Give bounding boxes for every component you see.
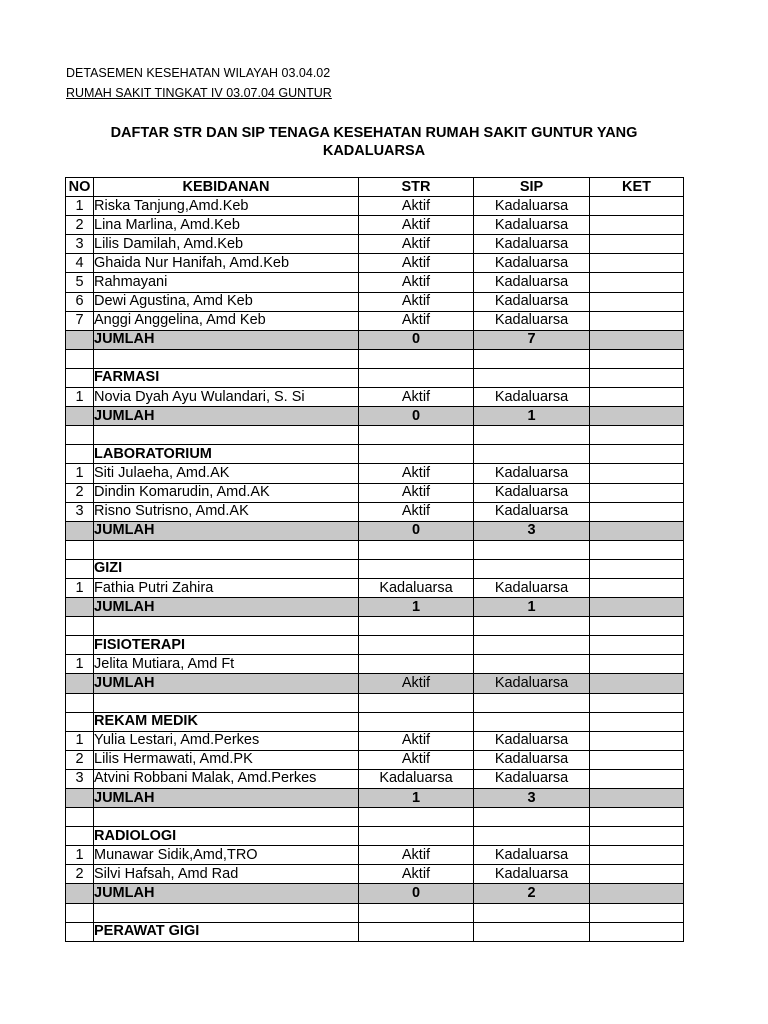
row-str-status xyxy=(359,808,474,827)
row-ket xyxy=(590,521,684,540)
row-number xyxy=(66,693,94,712)
row-name: GIZI xyxy=(94,559,359,578)
total-row xyxy=(66,330,684,349)
row-sip-status xyxy=(474,349,590,368)
row-name: LABORATORIUM xyxy=(94,445,359,464)
row-ket xyxy=(590,674,684,693)
row-str-status: 0 xyxy=(359,884,474,903)
row-name: REKAM MEDIK xyxy=(94,712,359,731)
row-str-status xyxy=(359,636,474,655)
row-ket xyxy=(590,483,684,502)
row-ket xyxy=(590,655,684,674)
table-row xyxy=(66,216,684,235)
row-name: Rahmayani xyxy=(94,273,359,292)
row-name: Novia Dyah Ayu Wulandari, S. Si xyxy=(94,388,359,407)
row-str-status xyxy=(359,903,474,922)
row-ket xyxy=(590,426,684,445)
row-sip-status: Kadaluarsa xyxy=(474,502,590,521)
table-row xyxy=(66,464,684,483)
row-sip-status xyxy=(474,922,590,941)
row-sip-status: Kadaluarsa xyxy=(474,464,590,483)
table-row xyxy=(66,311,684,330)
total-row xyxy=(66,598,684,617)
row-name: Ghaida Nur Hanifah, Amd.Keb xyxy=(94,254,359,273)
row-number: 7 xyxy=(66,311,94,330)
row-sip-status xyxy=(474,827,590,846)
row-sip-status: Kadaluarsa xyxy=(474,750,590,769)
row-number xyxy=(66,407,94,426)
row-sip-status: 1 xyxy=(474,407,590,426)
table-row xyxy=(66,655,684,674)
row-sip-status: Kadaluarsa xyxy=(474,311,590,330)
row-name: Lilis Hermawati, Amd.PK xyxy=(94,750,359,769)
row-sip-status: Kadaluarsa xyxy=(474,235,590,254)
blank-row xyxy=(66,540,684,559)
row-str-status: 0 xyxy=(359,521,474,540)
row-number: 3 xyxy=(66,502,94,521)
org-line-2: RUMAH SAKIT TINGKAT IV 03.07.04 GUNTUR xyxy=(66,86,332,100)
row-ket xyxy=(590,445,684,464)
header-no: NO xyxy=(66,178,94,197)
row-sip-status xyxy=(474,903,590,922)
table-row xyxy=(66,846,684,865)
row-ket xyxy=(590,273,684,292)
row-str-status xyxy=(359,426,474,445)
table-row xyxy=(66,273,684,292)
row-sip-status xyxy=(474,712,590,731)
row-number xyxy=(66,922,94,941)
row-ket xyxy=(590,750,684,769)
row-sip-status xyxy=(474,368,590,387)
row-number: 1 xyxy=(66,655,94,674)
row-str-status: 0 xyxy=(359,407,474,426)
total-row xyxy=(66,521,684,540)
row-name xyxy=(94,693,359,712)
row-name: Silvi Hafsah, Amd Rad xyxy=(94,865,359,884)
row-str-status: Aktif xyxy=(359,292,474,311)
row-str-status: 1 xyxy=(359,598,474,617)
row-name: JUMLAH xyxy=(94,407,359,426)
row-name xyxy=(94,903,359,922)
table-header-row xyxy=(66,178,684,197)
row-str-status: Aktif xyxy=(359,197,474,216)
section-row xyxy=(66,368,684,387)
row-ket xyxy=(590,349,684,368)
row-name: Munawar Sidik,Amd,TRO xyxy=(94,846,359,865)
section-row xyxy=(66,445,684,464)
row-number xyxy=(66,445,94,464)
row-ket xyxy=(590,769,684,788)
row-ket xyxy=(590,712,684,731)
row-ket xyxy=(590,292,684,311)
row-ket xyxy=(590,598,684,617)
row-ket xyxy=(590,368,684,387)
blank-row xyxy=(66,808,684,827)
row-number: 1 xyxy=(66,464,94,483)
row-ket xyxy=(590,197,684,216)
row-sip-status: Kadaluarsa xyxy=(474,731,590,750)
row-ket xyxy=(590,330,684,349)
row-sip-status xyxy=(474,559,590,578)
table-row xyxy=(66,502,684,521)
row-name: JUMLAH xyxy=(94,330,359,349)
row-name: Jelita Mutiara, Amd Ft xyxy=(94,655,359,674)
row-name xyxy=(94,426,359,445)
section-row xyxy=(66,636,684,655)
row-sip-status xyxy=(474,617,590,636)
row-number xyxy=(66,712,94,731)
row-sip-status: Kadaluarsa xyxy=(474,273,590,292)
row-sip-status xyxy=(474,808,590,827)
row-str-status xyxy=(359,827,474,846)
row-number: 6 xyxy=(66,292,94,311)
row-ket xyxy=(590,464,684,483)
row-number: 5 xyxy=(66,273,94,292)
row-number xyxy=(66,540,94,559)
row-number: 2 xyxy=(66,865,94,884)
org-line-1: DETASEMEN KESEHATAN WILAYAH 03.04.02 xyxy=(66,66,331,80)
table-row xyxy=(66,750,684,769)
row-str-status: Aktif xyxy=(359,674,474,693)
table-row xyxy=(66,254,684,273)
row-name: Lilis Damilah, Amd.Keb xyxy=(94,235,359,254)
row-sip-status: Kadaluarsa xyxy=(474,388,590,407)
row-name: JUMLAH xyxy=(94,884,359,903)
row-str-status: Aktif xyxy=(359,388,474,407)
total-row xyxy=(66,789,684,808)
row-sip-status xyxy=(474,426,590,445)
row-name: Siti Julaeha, Amd.AK xyxy=(94,464,359,483)
row-number: 2 xyxy=(66,750,94,769)
row-number: 2 xyxy=(66,216,94,235)
row-number xyxy=(66,827,94,846)
row-ket xyxy=(590,578,684,597)
row-ket xyxy=(590,903,684,922)
header-name: KEBIDANAN xyxy=(94,178,359,197)
row-ket xyxy=(590,922,684,941)
row-ket xyxy=(590,311,684,330)
header-sip: SIP xyxy=(474,178,590,197)
row-name: Riska Tanjung,Amd.Keb xyxy=(94,197,359,216)
row-number: 1 xyxy=(66,731,94,750)
title-line-1: DAFTAR STR DAN SIP TENAGA KESEHATAN RUMAH SAKIT GUNTUR YANG xyxy=(110,125,638,141)
row-name: Dewi Agustina, Amd Keb xyxy=(94,292,359,311)
total-row xyxy=(66,674,684,693)
row-sip-status xyxy=(474,445,590,464)
table-row xyxy=(66,578,684,597)
row-number xyxy=(66,368,94,387)
row-number: 2 xyxy=(66,483,94,502)
section-row xyxy=(66,922,684,941)
blank-row xyxy=(66,693,684,712)
row-str-status xyxy=(359,559,474,578)
row-sip-status xyxy=(474,636,590,655)
row-ket xyxy=(590,865,684,884)
row-str-status: Aktif xyxy=(359,254,474,273)
row-ket xyxy=(590,559,684,578)
row-name: RADIOLOGI xyxy=(94,827,359,846)
row-str-status: Aktif xyxy=(359,273,474,292)
row-ket xyxy=(590,235,684,254)
row-name: Risno Sutrisno, Amd.AK xyxy=(94,502,359,521)
row-ket xyxy=(590,693,684,712)
row-sip-status xyxy=(474,693,590,712)
blank-row xyxy=(66,903,684,922)
row-str-status xyxy=(359,922,474,941)
row-sip-status: 3 xyxy=(474,521,590,540)
row-sip-status xyxy=(474,655,590,674)
row-number xyxy=(66,789,94,808)
row-str-status: Aktif xyxy=(359,464,474,483)
row-name xyxy=(94,540,359,559)
document-title xyxy=(66,124,682,160)
row-ket xyxy=(590,808,684,827)
row-number xyxy=(66,349,94,368)
row-name: PERAWAT GIGI xyxy=(94,922,359,941)
row-ket xyxy=(590,502,684,521)
row-number xyxy=(66,426,94,445)
row-str-status: Aktif xyxy=(359,311,474,330)
row-ket xyxy=(590,617,684,636)
table-row xyxy=(66,483,684,502)
row-number xyxy=(66,808,94,827)
row-number xyxy=(66,674,94,693)
table-row xyxy=(66,769,684,788)
row-str-status: Aktif xyxy=(359,502,474,521)
row-sip-status: Kadaluarsa xyxy=(474,865,590,884)
row-sip-status: Kadaluarsa xyxy=(474,197,590,216)
row-name xyxy=(94,349,359,368)
row-ket xyxy=(590,254,684,273)
row-str-status xyxy=(359,617,474,636)
row-sip-status: Kadaluarsa xyxy=(474,846,590,865)
row-number: 1 xyxy=(66,197,94,216)
row-str-status: Aktif xyxy=(359,235,474,254)
total-row xyxy=(66,407,684,426)
blank-row xyxy=(66,426,684,445)
row-number xyxy=(66,521,94,540)
row-number xyxy=(66,330,94,349)
row-number: 3 xyxy=(66,235,94,254)
row-str-status: Aktif xyxy=(359,865,474,884)
row-sip-status: Kadaluarsa xyxy=(474,254,590,273)
row-name: FISIOTERAPI xyxy=(94,636,359,655)
row-number: 4 xyxy=(66,254,94,273)
row-name: FARMASI xyxy=(94,368,359,387)
row-name: Fathia Putri Zahira xyxy=(94,578,359,597)
row-sip-status: Kadaluarsa xyxy=(474,674,590,693)
row-number: 1 xyxy=(66,578,94,597)
row-sip-status xyxy=(474,540,590,559)
str-sip-table xyxy=(65,177,684,942)
table-row xyxy=(66,731,684,750)
blank-row xyxy=(66,617,684,636)
row-str-status: Aktif xyxy=(359,483,474,502)
row-str-status xyxy=(359,349,474,368)
blank-row xyxy=(66,349,684,368)
row-number: 1 xyxy=(66,846,94,865)
row-str-status: Aktif xyxy=(359,750,474,769)
row-str-status: Aktif xyxy=(359,731,474,750)
row-str-status xyxy=(359,540,474,559)
row-str-status: Aktif xyxy=(359,846,474,865)
row-ket xyxy=(590,731,684,750)
table-row xyxy=(66,235,684,254)
row-str-status xyxy=(359,655,474,674)
row-name: Dindin Komarudin, Amd.AK xyxy=(94,483,359,502)
row-ket xyxy=(590,407,684,426)
row-sip-status: 7 xyxy=(474,330,590,349)
header-ket: KET xyxy=(590,178,684,197)
table-body xyxy=(66,197,684,942)
row-name: JUMLAH xyxy=(94,598,359,617)
row-str-status: Kadaluarsa xyxy=(359,578,474,597)
row-sip-status: Kadaluarsa xyxy=(474,769,590,788)
row-str-status xyxy=(359,693,474,712)
row-name xyxy=(94,808,359,827)
row-ket xyxy=(590,216,684,235)
table-row xyxy=(66,197,684,216)
section-row xyxy=(66,827,684,846)
row-number xyxy=(66,598,94,617)
row-sip-status: Kadaluarsa xyxy=(474,292,590,311)
row-ket xyxy=(590,789,684,808)
row-number xyxy=(66,903,94,922)
row-sip-status: 2 xyxy=(474,884,590,903)
row-name xyxy=(94,617,359,636)
table-row xyxy=(66,865,684,884)
row-ket xyxy=(590,846,684,865)
table-row xyxy=(66,388,684,407)
row-ket xyxy=(590,827,684,846)
row-str-status: Kadaluarsa xyxy=(359,769,474,788)
row-str-status xyxy=(359,445,474,464)
row-ket xyxy=(590,884,684,903)
row-number xyxy=(66,884,94,903)
row-str-status: 1 xyxy=(359,789,474,808)
row-number xyxy=(66,636,94,655)
row-ket xyxy=(590,388,684,407)
row-name: JUMLAH xyxy=(94,674,359,693)
header-str: STR xyxy=(359,178,474,197)
row-sip-status: Kadaluarsa xyxy=(474,578,590,597)
row-name: Anggi Anggelina, Amd Keb xyxy=(94,311,359,330)
section-row xyxy=(66,559,684,578)
row-sip-status: Kadaluarsa xyxy=(474,483,590,502)
row-sip-status: 3 xyxy=(474,789,590,808)
row-number: 3 xyxy=(66,769,94,788)
row-name: Lina Marlina, Amd.Keb xyxy=(94,216,359,235)
row-ket xyxy=(590,540,684,559)
row-sip-status: Kadaluarsa xyxy=(474,216,590,235)
table-row xyxy=(66,292,684,311)
row-name: JUMLAH xyxy=(94,521,359,540)
row-str-status: 0 xyxy=(359,330,474,349)
row-ket xyxy=(590,636,684,655)
row-name: Yulia Lestari, Amd.Perkes xyxy=(94,731,359,750)
row-sip-status: 1 xyxy=(474,598,590,617)
total-row xyxy=(66,884,684,903)
row-number xyxy=(66,559,94,578)
row-name: Atvini Robbani Malak, Amd.Perkes xyxy=(94,769,359,788)
row-str-status xyxy=(359,368,474,387)
row-number xyxy=(66,617,94,636)
row-number: 1 xyxy=(66,388,94,407)
row-str-status: Aktif xyxy=(359,216,474,235)
section-row xyxy=(66,712,684,731)
row-name: JUMLAH xyxy=(94,789,359,808)
title-line-2: KADALUARSA xyxy=(322,143,426,159)
row-str-status xyxy=(359,712,474,731)
